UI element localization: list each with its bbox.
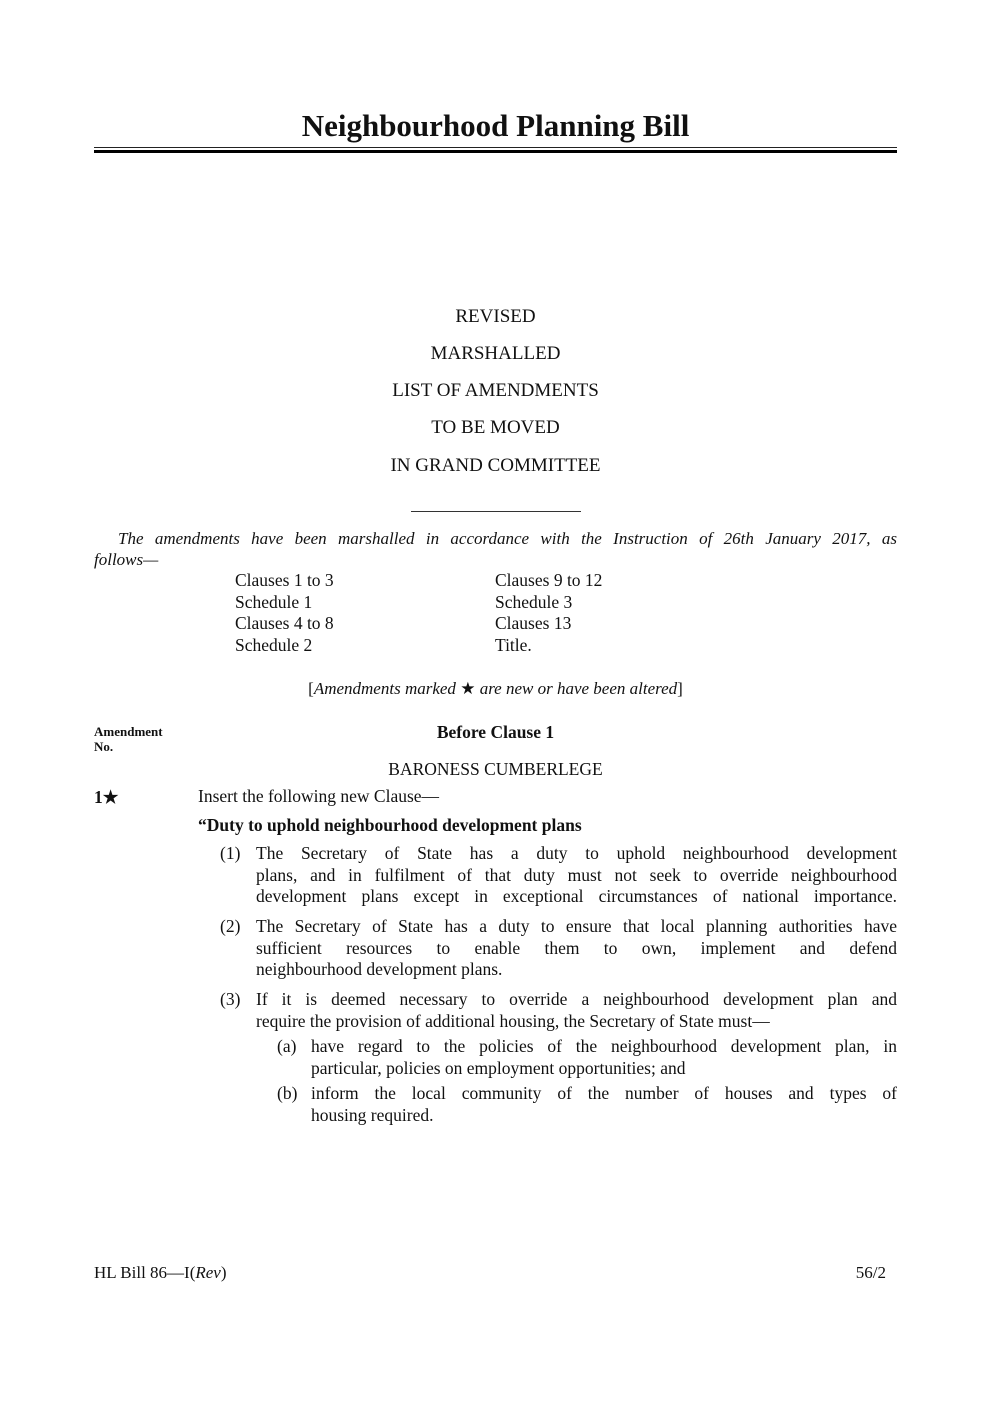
clause-title: “Duty to uphold neighbourhood development plans bbox=[198, 815, 582, 835]
heading-line-list: LIST OF AMENDMENTS bbox=[392, 380, 599, 401]
amendment-number: 1★ bbox=[94, 787, 119, 807]
page-reference: 56/2 bbox=[855, 1263, 886, 1282]
order-item: Title. bbox=[495, 634, 532, 655]
order-item: Clauses 4 to 8 bbox=[235, 613, 334, 633]
section-divider bbox=[411, 511, 581, 512]
text-line: particular, policies on employment opportunities; and bbox=[311, 1057, 686, 1078]
subsection-number: (2) bbox=[220, 916, 241, 936]
bill-ref-prefix: HL Bill 86—I( bbox=[94, 1263, 196, 1282]
order-list-right bbox=[495, 570, 602, 656]
subsection-1 bbox=[256, 843, 897, 908]
text-line: sufficient resources to enable them to own, implement and defend bbox=[256, 937, 897, 958]
order-item: Clauses 9 to 12 bbox=[495, 570, 603, 590]
heading-line-committee: IN GRAND COMMITTEE bbox=[390, 455, 601, 476]
document-title: Neighbourhood Planning Bill bbox=[301, 108, 690, 143]
text-line: inform the local community of the number of houses and types of bbox=[311, 1083, 897, 1103]
sponsor-name: BARONESS CUMBERLEGE bbox=[388, 759, 603, 779]
text-line: neighbourhood development plans. bbox=[256, 959, 503, 979]
order-item: Clauses 1 to 3 bbox=[235, 570, 334, 590]
paragraph-a bbox=[311, 1036, 897, 1079]
text-line: The Secretary of State has a duty to ensure that local planning authorities have bbox=[256, 916, 897, 936]
intro-text-line1: The amendments have been marshalled in accordance with the Instruction of 26th January 2017, as bbox=[118, 529, 897, 548]
bill-ref-suffix: ) bbox=[220, 1263, 227, 1282]
text-line: development plans except in exceptional circumstances of national importance. bbox=[256, 886, 897, 906]
intro-text-line2: follows— bbox=[94, 550, 159, 569]
section-heading: Before Clause 1 bbox=[436, 722, 555, 742]
star-icon: ★ bbox=[460, 679, 476, 698]
note-bracket: [ bbox=[308, 679, 314, 698]
subsection-2 bbox=[256, 916, 897, 981]
note-text: are new or have been altered bbox=[475, 679, 678, 698]
text-line: plans, and in fulfilment of that duty must not seek to override neighbourhood bbox=[256, 864, 897, 885]
text-line: have regard to the policies of the neighbourhood development plan, in bbox=[311, 1036, 897, 1056]
paragraph-number: (b) bbox=[277, 1083, 298, 1103]
heading-line-moved: TO BE MOVED bbox=[431, 417, 560, 438]
subsection-number: (1) bbox=[220, 843, 241, 863]
star-note bbox=[94, 678, 897, 699]
subsection-3 bbox=[256, 989, 897, 1032]
note-bracket: ] bbox=[677, 679, 683, 698]
text-line: housing required. bbox=[311, 1104, 434, 1125]
text-line: If it is deemed necessary to override a neighbourhood development plan and bbox=[256, 989, 897, 1009]
note-text: Amendments marked bbox=[313, 679, 461, 698]
order-list-left bbox=[235, 570, 334, 656]
heading-line-marshalled: MARSHALLED bbox=[430, 343, 561, 364]
amendment-no-label-line2: No. bbox=[94, 739, 114, 754]
bill-ref-rev: Rev bbox=[195, 1263, 221, 1282]
bill-reference bbox=[94, 1263, 227, 1283]
amendment-instruction: Insert the following new Clause— bbox=[198, 786, 440, 806]
heading-line-revised: REVISED bbox=[455, 306, 536, 327]
text-line: require the provision of additional housing, the Secretary of State must— bbox=[256, 1010, 770, 1031]
order-item: Schedule 1 bbox=[235, 591, 313, 612]
paragraph-b bbox=[311, 1083, 897, 1126]
title-rule-thin bbox=[94, 147, 897, 148]
amendment-no-label-line1: Amendment bbox=[94, 724, 163, 739]
order-item: Clauses 13 bbox=[495, 613, 572, 633]
order-item: Schedule 2 bbox=[235, 634, 313, 655]
subsection-number: (3) bbox=[220, 989, 241, 1009]
order-item: Schedule 3 bbox=[495, 591, 573, 612]
title-rule-thick bbox=[94, 150, 897, 153]
paragraph-number: (a) bbox=[277, 1036, 297, 1056]
text-line: The Secretary of State has a duty to uphold neighbourhood development bbox=[256, 843, 897, 863]
